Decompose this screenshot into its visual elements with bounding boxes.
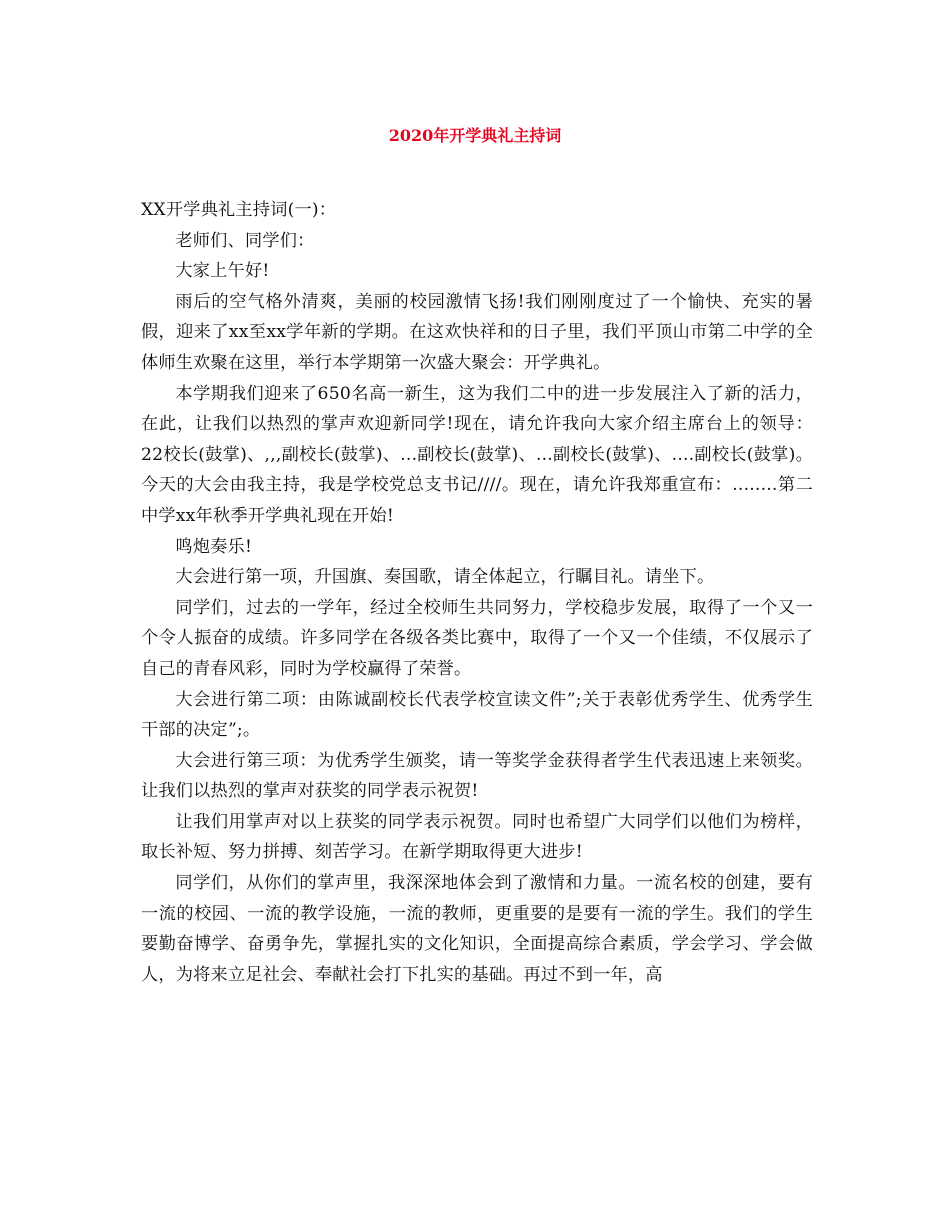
document-body bbox=[141, 195, 813, 990]
paragraph: 让我们用掌声对以上获奖的同学表示祝贺。同时也希望广大同学们以他们为榜样，取长补短、努力拼搏、刻苦学习。在新学期取得更大进步! bbox=[141, 811, 813, 863]
paragraph: 同学们，从你们的掌声里，我深深地体会到了激情和力量。一流名校的创建，要有一流的校园、一流的教学设施，一流的教师，更重要的是要有一流的学生。我们的学生要勤奋博学、奋勇争先，掌握扎实的文化知识，全面提高综合素质，学会学习、学会做人，为将来立足社会、奉献社会打下扎实的基础。再过不到一年，高 bbox=[141, 873, 813, 985]
section-heading: XX开学典礼主持词(一)： bbox=[141, 200, 337, 220]
greeting-line: 大家上午好! bbox=[175, 261, 270, 282]
document-title: 2020年开学典礼主持词 bbox=[388, 126, 562, 145]
greeting-line: 老师们、同学们： bbox=[175, 230, 315, 251]
paragraph: 本学期我们迎来了650名高一新生，这为我们二中的进一步发展注入了新的活力，在此，让我们以热烈的掌声欢迎新同学!现在，请允许我向大家介绍主席台上的领导：22校长(鼓掌)、,,,副校长(鼓掌)、...副校长(鼓掌)、...副校长(鼓掌)、....副校长(鼓掌)。今天的大会由我主持，我是学校党总支书记////。现在，请允许我郑重宣布：........第二中学xx年秋季开学典礼现在开始! bbox=[141, 383, 813, 526]
paragraph: 雨后的空气格外清爽，美丽的校园激情飞扬!我们刚刚度过了一个愉快、充实的暑假，迎来了xx至xx学年新的学期。在这欢快祥和的日子里，我们平顶山市第二中学的全体师生欢聚在这里，举行本学期第一次盛大聚会：开学典礼。 bbox=[141, 291, 813, 373]
paragraph: 同学们，过去的一学年，经过全校师生共同努力，学校稳步发展，取得了一个又一个令人振奋的成绩。许多同学在各级各类比赛中，取得了一个又一个佳绩，不仅展示了自己的青春风彩，同时为学校赢得了荣誉。 bbox=[141, 597, 813, 679]
paragraph: 鸣炮奏乐! bbox=[175, 536, 253, 557]
paragraph: 大会进行第三项：为优秀学生颁奖，请一等奖学金获得者学生代表迅速上来领奖。让我们以热烈的掌声对获奖的同学表示祝贺! bbox=[141, 750, 813, 802]
paragraph: 大会进行第二项：由陈诚副校长代表学校宣读文件”;关于表彰优秀学生、优秀学生干部的决定”;。 bbox=[141, 689, 813, 741]
paragraph: 大会进行第一项，升国旗、奏国歌，请全体起立，行瞩目礼。请坐下。 bbox=[175, 567, 715, 588]
